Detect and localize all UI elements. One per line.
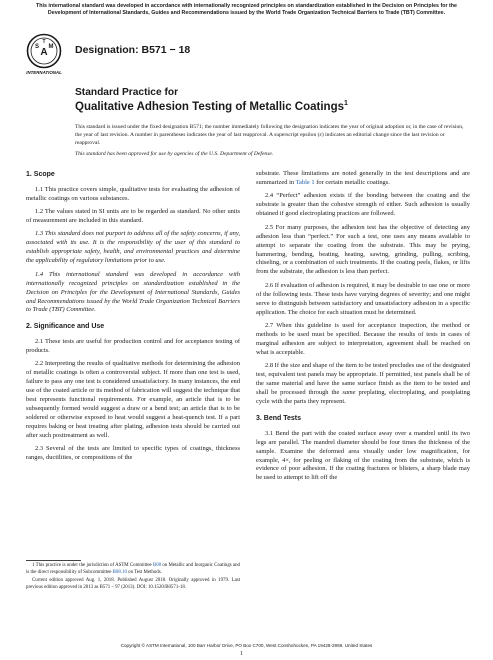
defense-note: This standard has been approved for use by agencies of the U.S. Department of Defense. (75, 151, 274, 157)
title-line-2: Qualitative Adhesion Testing of Metallic Coatings$^1$ (75, 100, 348, 114)
right-column (256, 170, 470, 488)
para-2-2: 2.2 Interpreting the results of qualitative methods for determining the adhesion of metallic coatings is often a controversial subject. If more than one test is used, failure to pass any one test is considered unsatisfactory. In many instances, the end use of the coated article or its method of fabrication will suggest the technique that best represents functional requirements. For example, an article that is to be subsequently formed would suggest a draw or a bend test; an article that is to be soldered or otherwise exposed to heat would suggest a heat-quench test. If a part requires baking or heat treating after plating, adhesion tests should be carried out after such posttreatment as well. (26, 360, 240, 439)
footnotes (26, 563, 240, 593)
para-1-1: 1.1 This practice covers simple, qualitative tests for evaluating the adhesion of metallic coatings on various substances. (26, 185, 240, 202)
section-1-heading: 1. Scope (26, 171, 55, 178)
section-2-heading: 2. Significance and Use (26, 323, 105, 331)
document-title (75, 86, 348, 115)
left-column (26, 170, 240, 468)
title-footnote-mark: 1 (344, 100, 348, 108)
para-2-3-continued: substrate. These limitations are noted generally in the test descriptions and are summarized in Table 1 for certain metallic coatings. (256, 170, 470, 186)
svg-text:S: S (34, 44, 40, 50)
page-number: 1 (240, 651, 243, 657)
logo-caption: INTERNATIONAL (26, 70, 62, 75)
copyright-line: Copyright © ASTM International, 100 Barr Harbor Drive, PO Box C700, West Conshohocken, PA 19428-2959. United States (120, 643, 373, 648)
para-2-5: 2.5 For many purposes, the adhesion test has the objective of detecting any adhesion less than “perfect.” For such a test, one uses any means available to attempt to separate the coating from the substrate. This may be prying, hammering, bending, beating, heating, sawing, grinding, pulling, scribing, chiseling, or a combination of such treatments. If the coating peels, flakes, or lifts from the substrate, the adhesion is less than perfect. (256, 223, 470, 276)
para-3-1: 3.1 Bend the part with the coated surface away over a mandrel until its two legs are parallel. The mandrel diameter should be four times the thickness of the sample. Examine the deformed area visually under low magnification, for example, 4×, for peeling or flaking of the coating from the substrate, which is evidence of poor adhesion. If the coating fractures or blisters, a sharp blade may be used to attempt to lift off the (256, 429, 470, 482)
section-3-heading: 3. Bend Tests (256, 415, 301, 422)
designation: Designation: B571 − 18 (75, 44, 191, 56)
para-1-2: 1.2 The values stated in SI units are to be regarded as standard. No other units of measurement are included in this standard. (26, 208, 240, 224)
para-2-1: 2.1 These tests are useful for production control and for acceptance testing of products. (26, 338, 240, 354)
issued-note: This standard is issued under the fixed designation B571; the number immediately following the designation indicates the year of original adoption or, in the case of revision, the year of last revision. A number in parentheses indicates the year of last reapproval. A superscript epsilon (ε) indicates an editorial change since the last revision or reapproval. (75, 124, 464, 146)
para-2-6: 2.6 If evaluation of adhesion is required, it may be desirable to use one or more of the following tests. These tests have varying degrees of severity; and one might serve to distinguish between satisfactory and unsatisfactory adhesion in a specific application. The choice for each situation must be determined. (256, 281, 470, 316)
footnote-1: 1 This practice is under the jurisdiction of ASTM Committee B08 on Metallic and Inorganic Coatings and is the direct responsibility of Subcommittee B08.10 on Test Methods. (26, 563, 240, 575)
para-2-7: 2.7 When this guideline is used for acceptance inspection, the method or methods to be used must be specified. Because the results of tests in cases of marginal adhesion are subject to interpretation, agreement shall be reached on what is acceptable. (256, 322, 470, 356)
para-2-8: 2.8 If the size and shape of the item to be tested precludes use of the designated test, equivalent test panels may be appropriate. If permitted, test panels shall be of the same material and have the same surface finish as the item to be tested and shall be processed through the same preplating, electroplating, and postplating cycle with the parts they represent. (256, 362, 470, 406)
table-1-link[interactable]: Table 1 (295, 178, 315, 186)
svg-text:M: M (48, 44, 54, 50)
title-line-1: Standard Practice for (75, 87, 179, 98)
para-2-3: 2.3 Several of the tests are limited to specific types of coatings, thickness ranges, ductilities, or compositions of the (26, 445, 240, 462)
astm-logo-icon (24, 33, 64, 77)
footnote-2: Current edition approved Aug. 1, 2018. Published August 2018. Originally approved in 1979. Last previous edition approved in 2013 as B571 – 97 (2013). DOI: 10.1520/B0571-18. (26, 578, 240, 590)
standardization-notice: This international standard was developed in accordance with internationally recognized principles on standardization established in the Decision on Principles for the Development of International Standards, Guides and Recommendations issued by the World Trade Organization Technical Barriers to Trade (TBT) Committee. (36, 3, 457, 16)
committee-b08-link[interactable]: B08 (152, 563, 162, 568)
footnote-divider (26, 560, 81, 561)
svg-text:A: A (40, 47, 48, 58)
para-1-3: 1.3 This standard does not purport to address all of the safety concerns, if any, associated with its use. It is the responsibility of the user of this standard to establish appropriate safety, health, and environmental practices and determine the applicability of regulatory limitations prior to use. (26, 230, 240, 265)
para-1-4: 1.4 This international standard was developed in accordance with internationally recognized principles on standardization established in the Decision on Principles for the Development of International Standards, Guides and Recommendations issued by the World Trade Organization Technical Barriers to Trade (TBT) Committee. (26, 270, 240, 314)
subcommittee-b08-10-link[interactable]: B08.10 (112, 569, 127, 575)
para-2-4: 2.4 “Perfect” adhesion exists if the bonding between the coating and the substrate is greater than the cohesive strength of either. Such adhesion is usually obtained if good electroplating practices are followed. (256, 192, 470, 218)
svg-text:T: T (42, 39, 46, 45)
